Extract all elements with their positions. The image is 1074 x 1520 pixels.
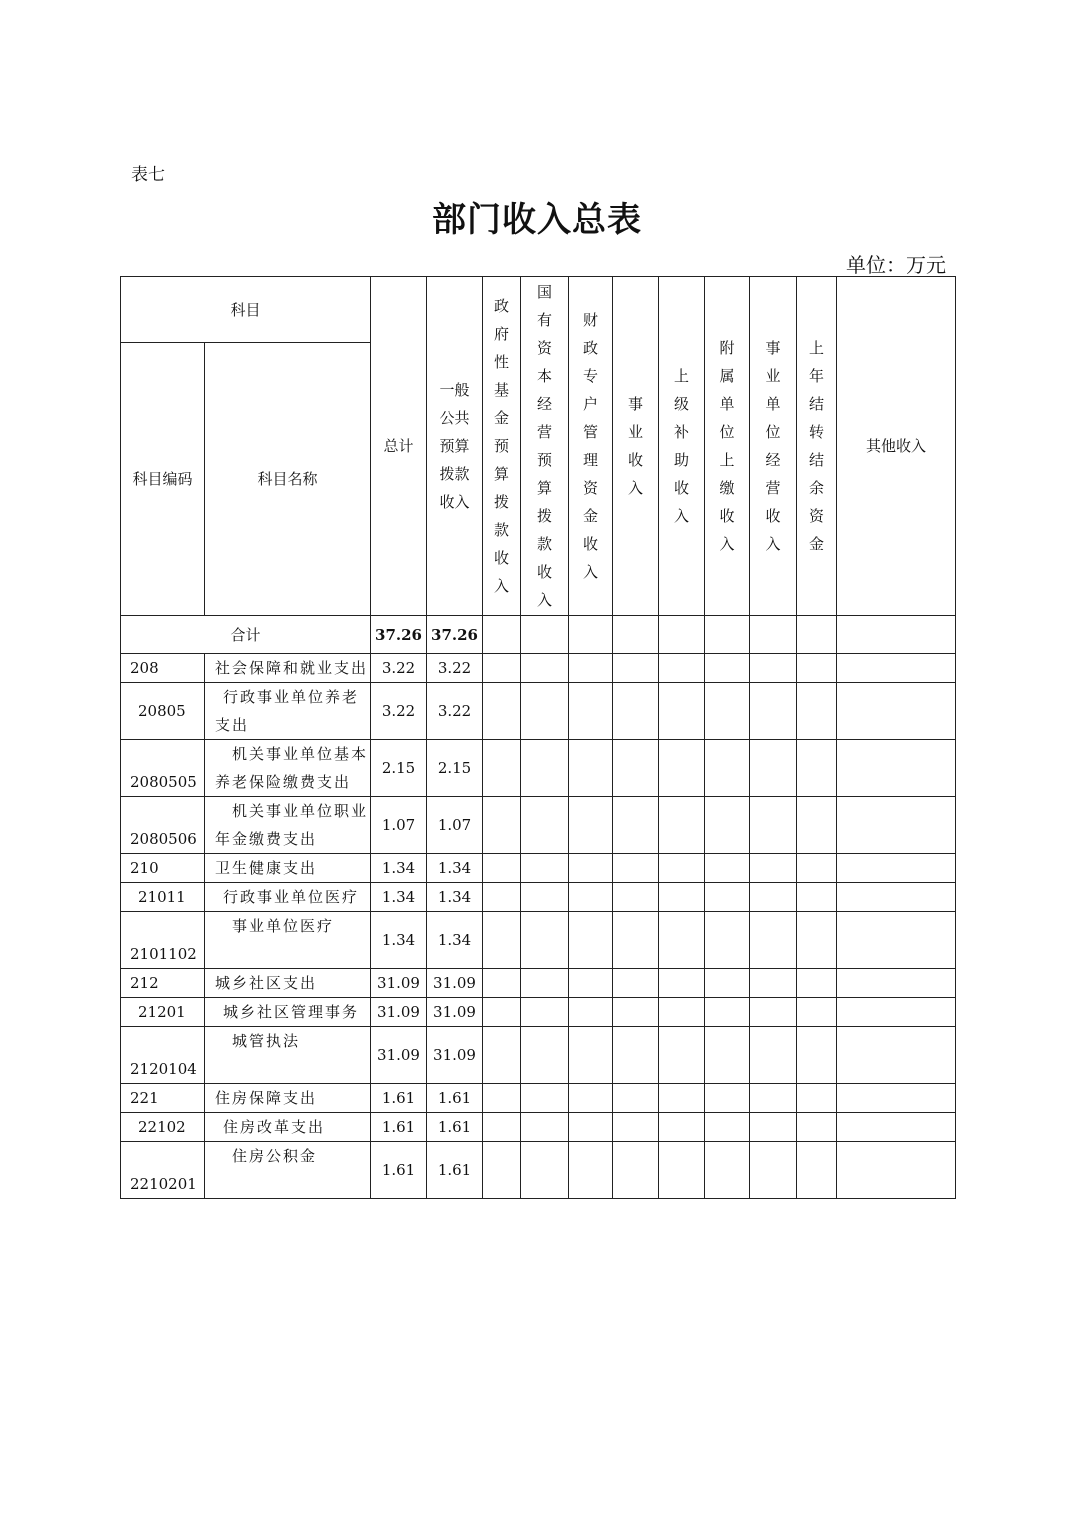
row-total: 3.22	[371, 654, 427, 683]
total-row-label: 合计	[121, 616, 371, 654]
row-total: 31.09	[371, 969, 427, 998]
row-name: 机关事业单位职业年金缴费支出	[205, 797, 371, 854]
row-name: 城乡社区管理事务	[205, 998, 371, 1027]
row-general: 1.07	[427, 797, 483, 854]
row-name: 行政事业单位养老支出	[205, 683, 371, 740]
row-general: 31.09	[427, 998, 483, 1027]
unit-label: 单位：万元	[846, 253, 946, 277]
income-summary-table	[120, 276, 956, 1199]
row-name: 事业单位医疗	[205, 912, 371, 969]
total-row-general: 37.26	[427, 616, 483, 654]
row-name: 卫生健康支出	[205, 854, 371, 883]
table-row	[121, 854, 956, 883]
row-code: 2080506	[121, 797, 205, 854]
subject-header: 科目	[121, 277, 371, 343]
row-name: 机关事业单位基本养老保险缴费支出	[205, 740, 371, 797]
row-total: 1.34	[371, 854, 427, 883]
table-row	[121, 1142, 956, 1199]
row-code: 221	[121, 1084, 205, 1113]
row-total: 1.34	[371, 883, 427, 912]
row-general: 1.34	[427, 912, 483, 969]
table-row	[121, 1113, 956, 1142]
state-capital-header: 国有资本经营预算拨款收入	[521, 277, 569, 616]
name-header: 科目名称	[205, 343, 371, 616]
table-row	[121, 740, 956, 797]
other-income-header: 其他收入	[837, 277, 956, 616]
general-budget-header: 一般公共预算拨款收入	[427, 277, 483, 616]
header-row-1	[121, 277, 956, 343]
total-row	[121, 616, 956, 654]
affiliated-unit-header: 附属单位上缴收入	[705, 277, 750, 616]
table-row	[121, 1027, 956, 1084]
row-total: 31.09	[371, 998, 427, 1027]
total-row-total: 37.26	[371, 616, 427, 654]
row-name: 行政事业单位医疗	[205, 883, 371, 912]
page-title: 部门收入总表	[432, 200, 642, 240]
table-row	[121, 797, 956, 854]
business-income-header: 事业收入	[613, 277, 659, 616]
row-general: 31.09	[427, 969, 483, 998]
row-code: 208	[121, 654, 205, 683]
table-row	[121, 1084, 956, 1113]
gov-fund-header: 政府性基金预算拨款收入	[483, 277, 521, 616]
row-total: 1.61	[371, 1142, 427, 1199]
row-general: 1.61	[427, 1142, 483, 1199]
total-header: 总计	[371, 277, 427, 616]
row-general: 2.15	[427, 740, 483, 797]
row-code: 2080505	[121, 740, 205, 797]
table-row	[121, 969, 956, 998]
table-row	[121, 683, 956, 740]
row-name: 住房改革支出	[205, 1113, 371, 1142]
row-total: 1.61	[371, 1113, 427, 1142]
row-total: 31.09	[371, 1027, 427, 1084]
row-general: 3.22	[427, 683, 483, 740]
row-code: 2210201	[121, 1142, 205, 1199]
table-row	[121, 883, 956, 912]
row-total: 1.34	[371, 912, 427, 969]
row-total: 1.07	[371, 797, 427, 854]
row-general: 1.61	[427, 1113, 483, 1142]
row-general: 1.61	[427, 1084, 483, 1113]
row-total: 3.22	[371, 683, 427, 740]
special-account-header: 财政专户管理资金收入	[569, 277, 613, 616]
row-total: 2.15	[371, 740, 427, 797]
row-general: 1.34	[427, 854, 483, 883]
row-name: 城管执法	[205, 1027, 371, 1084]
row-name: 城乡社区支出	[205, 969, 371, 998]
row-code: 20805	[121, 683, 205, 740]
operating-income-header: 事业单位经营收入	[750, 277, 797, 616]
row-code: 21201	[121, 998, 205, 1027]
superior-subsidy-header: 上级补助收入	[659, 277, 705, 616]
row-general: 1.34	[427, 883, 483, 912]
row-code: 212	[121, 969, 205, 998]
row-name: 住房保障支出	[205, 1084, 371, 1113]
carryover-header: 上年结转结余资金	[797, 277, 837, 616]
table-row	[121, 998, 956, 1027]
row-name: 住房公积金	[205, 1142, 371, 1199]
table-row	[121, 654, 956, 683]
row-code: 21011	[121, 883, 205, 912]
document-label: 表七	[131, 165, 165, 185]
row-general: 31.09	[427, 1027, 483, 1084]
row-total: 1.61	[371, 1084, 427, 1113]
row-name: 社会保障和就业支出	[205, 654, 371, 683]
row-code: 210	[121, 854, 205, 883]
row-general: 3.22	[427, 654, 483, 683]
row-code: 2101102	[121, 912, 205, 969]
table-row	[121, 912, 956, 969]
code-header: 科目编码	[121, 343, 205, 616]
row-code: 2120104	[121, 1027, 205, 1084]
row-code: 22102	[121, 1113, 205, 1142]
